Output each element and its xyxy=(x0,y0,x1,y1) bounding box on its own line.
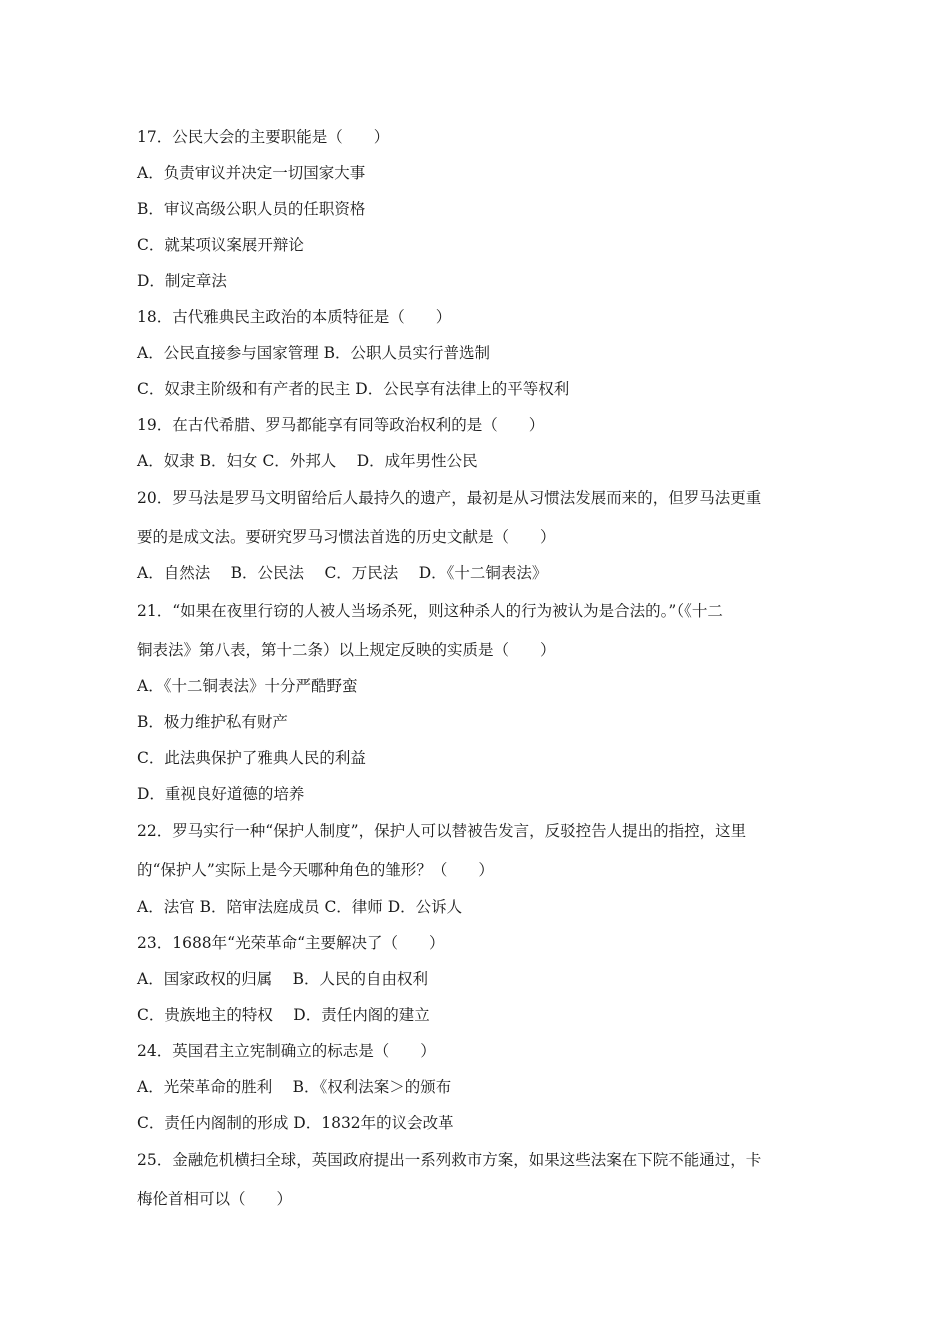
question-20-stem-line-1: 20．罗马法是罗马文明留给后人最持久的遗产，最初是从习惯法发展而来的，但罗马法更重 xyxy=(137,489,762,507)
question-21-option-c: C．此法典保护了雅典人民的利益 xyxy=(137,749,366,767)
question-21-option-a: A．《十二铜表法》十分严酷野蛮 xyxy=(137,677,358,695)
question-24-options-ab: A．光荣革命的胜利 B．《权利法案＞的颁布 xyxy=(137,1078,452,1096)
question-22-options: A．法官 B．陪审法庭成员 C．律师 D．公诉人 xyxy=(137,898,463,916)
question-17-option-b: B．审议高级公职人员的任职资格 xyxy=(137,200,366,218)
question-24-stem: 24．英国君主立宪制确立的标志是（ ） xyxy=(137,1042,436,1060)
question-24-options-cd: C．责任内阁制的形成 D．1832年的议会改革 xyxy=(137,1114,454,1132)
question-25-stem-line-2: 梅伦首相可以（ ） xyxy=(137,1190,293,1208)
question-23-options-ab: A．国家政权的归属 B．人民的自由权利 xyxy=(137,970,429,988)
question-20-options: A．自然法 B．公民法 C．万民法 D．《十二铜表法》 xyxy=(137,564,548,582)
question-21-stem-line-1: 21．“如果在夜里行窃的人被人当场杀死，则这种杀人的行为被认为是合法的。”（《十二 xyxy=(137,602,723,620)
question-23-options-cd: C．贵族地主的特权 D．责任内阁的建立 xyxy=(137,1006,430,1024)
question-18-stem: 18．古代雅典民主政治的本质特征是（ ） xyxy=(137,308,452,326)
question-19-stem: 19．在古代希腊、罗马都能享有同等政治权利的是（ ） xyxy=(137,416,545,434)
question-17-stem: 17．公民大会的主要职能是（ ） xyxy=(137,128,390,146)
question-22-stem-line-1: 22．罗马实行一种“保护人制度”，保护人可以替被告发言，反驳控告人提出的指控，这里 xyxy=(137,822,747,840)
question-25-stem-line-1: 25．金融危机横扫全球，英国政府提出一系列救市方案，如果这些法案在下院不能通过，卡 xyxy=(137,1151,762,1169)
question-17-option-c: C．就某项议案展开辩论 xyxy=(137,236,304,254)
question-22-stem-line-2: 的“保护人”实际上是今天哪种角色的雏形？（ ） xyxy=(137,861,494,879)
question-23-stem: 23．1688年“光荣革命“主要解决了（ ） xyxy=(137,934,445,952)
question-21-option-d: D．重视良好道德的培养 xyxy=(137,785,305,803)
question-20-stem-line-2: 要的是成文法。要研究罗马习惯法首选的历史文献是（ ） xyxy=(137,528,556,546)
question-21-stem-line-2: 铜表法》第八表，第十二条）以上规定反映的实质是（ ） xyxy=(137,641,556,659)
question-18-options-ab: A．公民直接参与国家管理 B．公职人员实行普选制 xyxy=(137,344,491,362)
question-21-option-b: B．极力维护私有财产 xyxy=(137,713,288,731)
question-19-options: A．奴隶 B．妇女 C．外邦人 D．成年男性公民 xyxy=(137,452,478,470)
question-18-options-cd: C．奴隶主阶级和有产者的民主 D．公民享有法律上的平等权利 xyxy=(137,380,570,398)
question-17-option-a: A．负责审议并决定一切国家大事 xyxy=(137,164,366,182)
question-17-option-d: D．制定章法 xyxy=(137,272,227,290)
